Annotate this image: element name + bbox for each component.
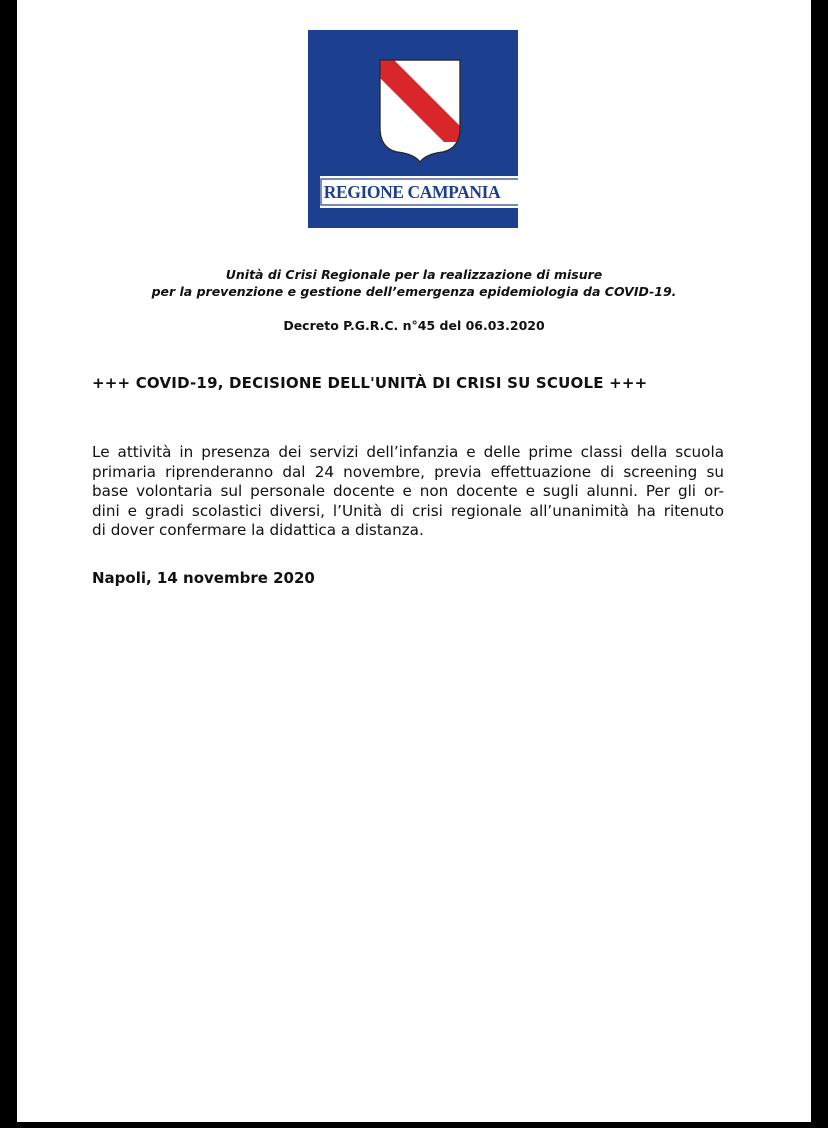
body-line: base volontaria sul personale docente e non docente e sugli alunni. Per gli or- [92, 482, 724, 500]
decree-reference: Decreto P.G.R.C. n°45 del 06.03.2020 [283, 318, 545, 333]
body-line: di dover confermare la didattica a distanza. [92, 521, 424, 539]
regione-campania-logo [308, 30, 518, 228]
signature-place-date: Napoli, 14 novembre 2020 [92, 569, 315, 587]
header-line-2: per la prevenzione e gestione dell’emergenza epidemiologia da COVID-19. [151, 284, 677, 299]
header-line-1: Unità di Crisi Regionale per la realizzazione di misure [225, 267, 603, 282]
body-line: dini e gradi scolastici diversi, l’Unità di crisi regionale all’unanimità ha ritenuto [92, 501, 724, 520]
body-line: Le attività in presenza dei servizi dell’infanzia e delle prime classi della scuola [92, 443, 724, 461]
body-paragraph [92, 443, 724, 541]
document-page [17, 0, 811, 1122]
logo-text: REGIONE CAMPANIA [323, 182, 501, 202]
body-line: primaria riprenderanno dal 24 novembre, previa effettuazione di screening su [92, 462, 724, 481]
headline: +++ COVID-19, DECISIONE DELL'UNITÀ DI CRISI SU SCUOLE +++ [92, 374, 648, 392]
